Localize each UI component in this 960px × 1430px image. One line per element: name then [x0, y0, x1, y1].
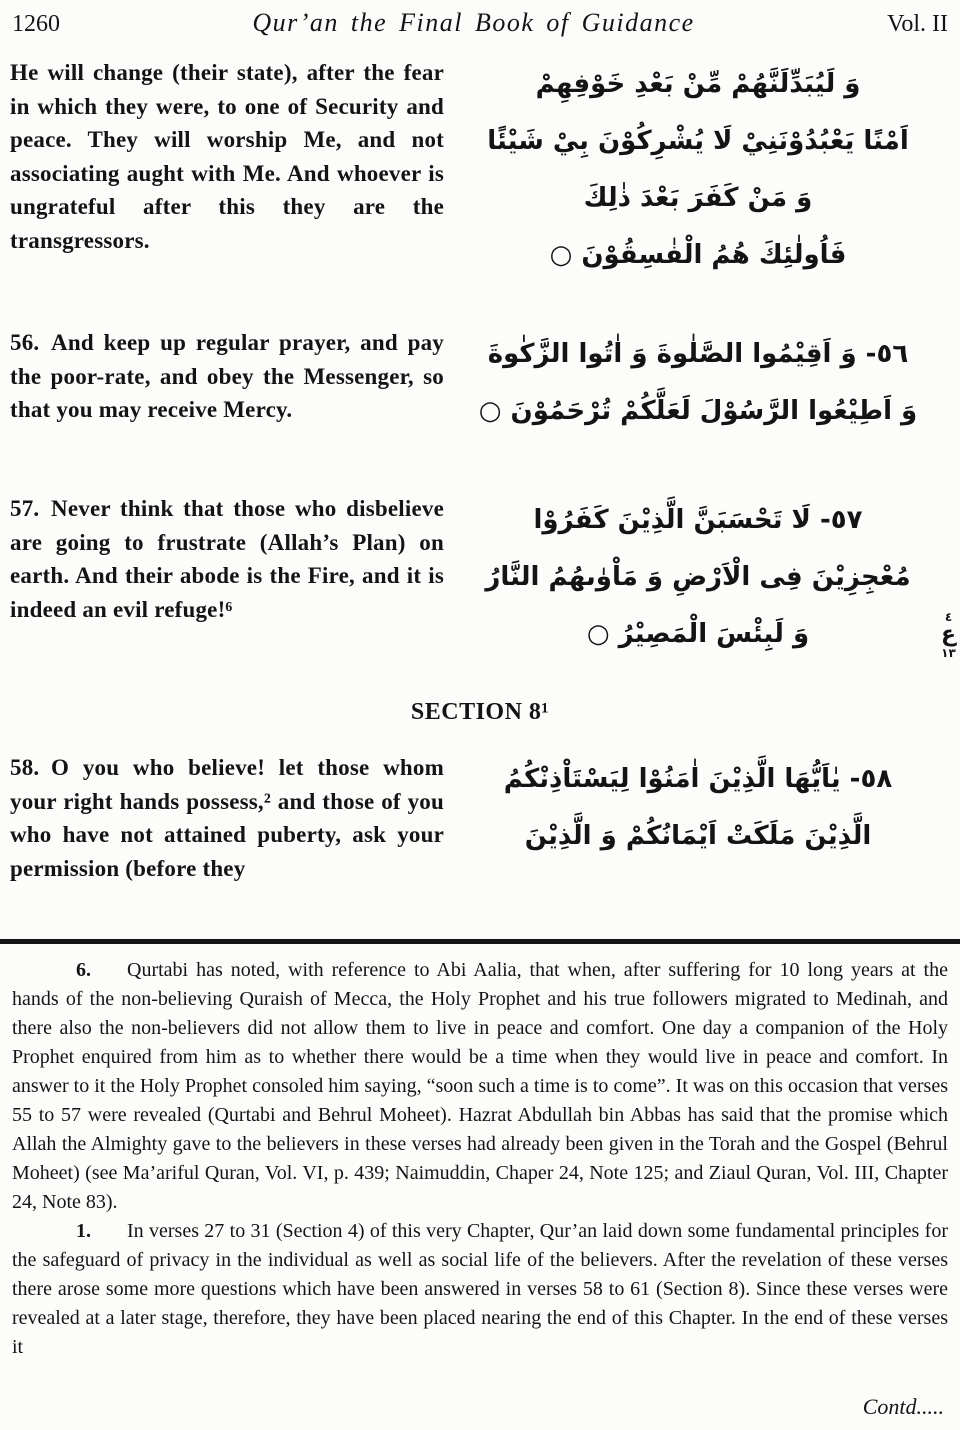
footnote-6 [12, 956, 948, 1217]
verse-58-english: 58. O you who believe! let those whom your right hands possess,² and those of you who have not attained puberty, ask your permission (before they [10, 755, 444, 881]
arabic-line: الَّذِيْنَ مَلَكَتْ اَيْمَانُكُمْ وَ الَّذِيْنَ [524, 821, 872, 851]
footnote-1 [12, 1217, 948, 1362]
verse-56-arabic [444, 326, 950, 440]
arabic-line: ٥٨- يٰاَيُّهَا الَّذِيْنَ اٰمَنُوْا لِيَسْتَاْذِنْكُمُ [503, 764, 893, 794]
verse-56-english: 56. And keep up regular prayer, and pay the poor-rate, and obey the Messenger, so that you may receive Mercy. [10, 330, 444, 422]
verse-row-55 [10, 56, 950, 296]
verse-55-arabic [444, 56, 950, 284]
arabic-line: وَ مَنْ كَفَرَ بَعْدَ ذٰلِكَ [583, 183, 813, 213]
verse-57-arabic [444, 492, 953, 663]
footnote-1-text: In verses 27 to 31 (Section 4) of this very Chapter, Qur’an laid down some fundamental principles for the safeguard of privacy in the individual as well as social life of the believers. After the revelation of these verses there arose some more questions which have been answered in verses 58 to 61 (Section 8). Since these verses were revealed at a later stage, therefore, they have been placed nearing the end of this Chapter. In the end of these verses it [12, 1220, 948, 1358]
page-header [10, 8, 950, 38]
arabic-line: فَاُولٰئِكَ هُمُ الْفٰسِقُوْنَ ○ [549, 240, 847, 270]
arabic-line: اَمْنًا يَعْبُدُوْنَنِيْ لَا يُشْرِكُوْنَ بِيْ شَيْئًا [487, 126, 909, 156]
footnote-6-number: 6. [76, 959, 91, 981]
section-heading: SECTION 8¹ [410, 699, 550, 725]
verse-58-arabic [444, 751, 950, 865]
contd-label: Contd..... [862, 1394, 944, 1419]
volume-label: Vol. II [887, 11, 948, 37]
verse-row-57 [10, 492, 956, 667]
verse-row-58 [10, 751, 950, 921]
arabic-line: ٥٦- وَ اَقِيْمُوا الصَّلٰوةَ وَ اٰتُوا الزَّكٰوةَ [487, 339, 909, 369]
footnote-separator-rule [0, 939, 960, 944]
verse-57-english: 57. Never think that those who disbelieve are going to frustrate (Allah’s Plan) on earth. And their abode is the Fire, and it is indeed an evil refuge!⁶ [10, 496, 444, 622]
book-title: Qur’an the Final Book of Guidance [252, 8, 695, 37]
page-number: 1260 [12, 11, 60, 37]
arabic-line: وَ اَطِيْعُوا الرَّسُوْلَ لَعَلَّكُمْ تُرْحَمُوْنَ ○ [478, 396, 918, 426]
ruku-number-top: ٤ [944, 610, 953, 624]
arabic-line: ٥٧- لَا تَحْسَبَنَّ الَّذِيْنَ كَفَرُوْا [533, 505, 863, 535]
footnote-1-number: 1. [76, 1220, 91, 1242]
ruku-marker [941, 611, 956, 659]
ruku-ain-glyph: ع [940, 622, 956, 647]
arabic-line: وَ لَبِئْسَ الْمَصِيْرُ ○ [586, 619, 810, 649]
verse-55-english: He will change (their state), after the fear in which they were, to one of Security and peace. They will worship Me, and not associating aught with Me. And whoever is ungrateful after this they are the transgressors. [10, 60, 444, 253]
arabic-line: مُعْجِزِيْنَ فِى الْاَرْضِ وَ مَاْوٰىهُمُ النَّارُ [485, 562, 911, 592]
arabic-line: وَ لَيُبَدِّلَنَّهُمْ مِّنْ بَعْدِ خَوْفِهِمْ [535, 69, 861, 99]
verse-row-56 [10, 326, 950, 466]
footnote-6-text: Qurtabi has noted, with reference to Abi Aalia, that when, after suffering for 10 long years at the hands of the non-believing Quraish of Mecca, the Holy Prophet and his true followers migrated to Medinah, and there also the non-believers did not allow them to live in peace and comfort. One day a companion of the Holy Prophet enquired from him as to whether there would be a time when they would live in peace and comfort. In answer to it the Holy Prophet consoled him saying, “soon such a time is to come”. It was on this occasion that verses 55 to 57 were revealed (Qurtabi and Behrul Moheet). Hazrat Abdullah bin Abbas has said that the promise which Allah the Almighty gave to the believers in these verses had already been given in the Torah and the Gospel (Behrul Moheet) (see Ma’ariful Quran, Vol. VI, p. 439; Naimuddin, Chaper 24, Note 125; and Ziaul Quran, Vol. III, Chapter 24, Note 83). [12, 959, 948, 1213]
page-content [10, 56, 956, 921]
ruku-number-bottom: ١٣ [941, 646, 956, 660]
footnotes-section [10, 956, 950, 1392]
